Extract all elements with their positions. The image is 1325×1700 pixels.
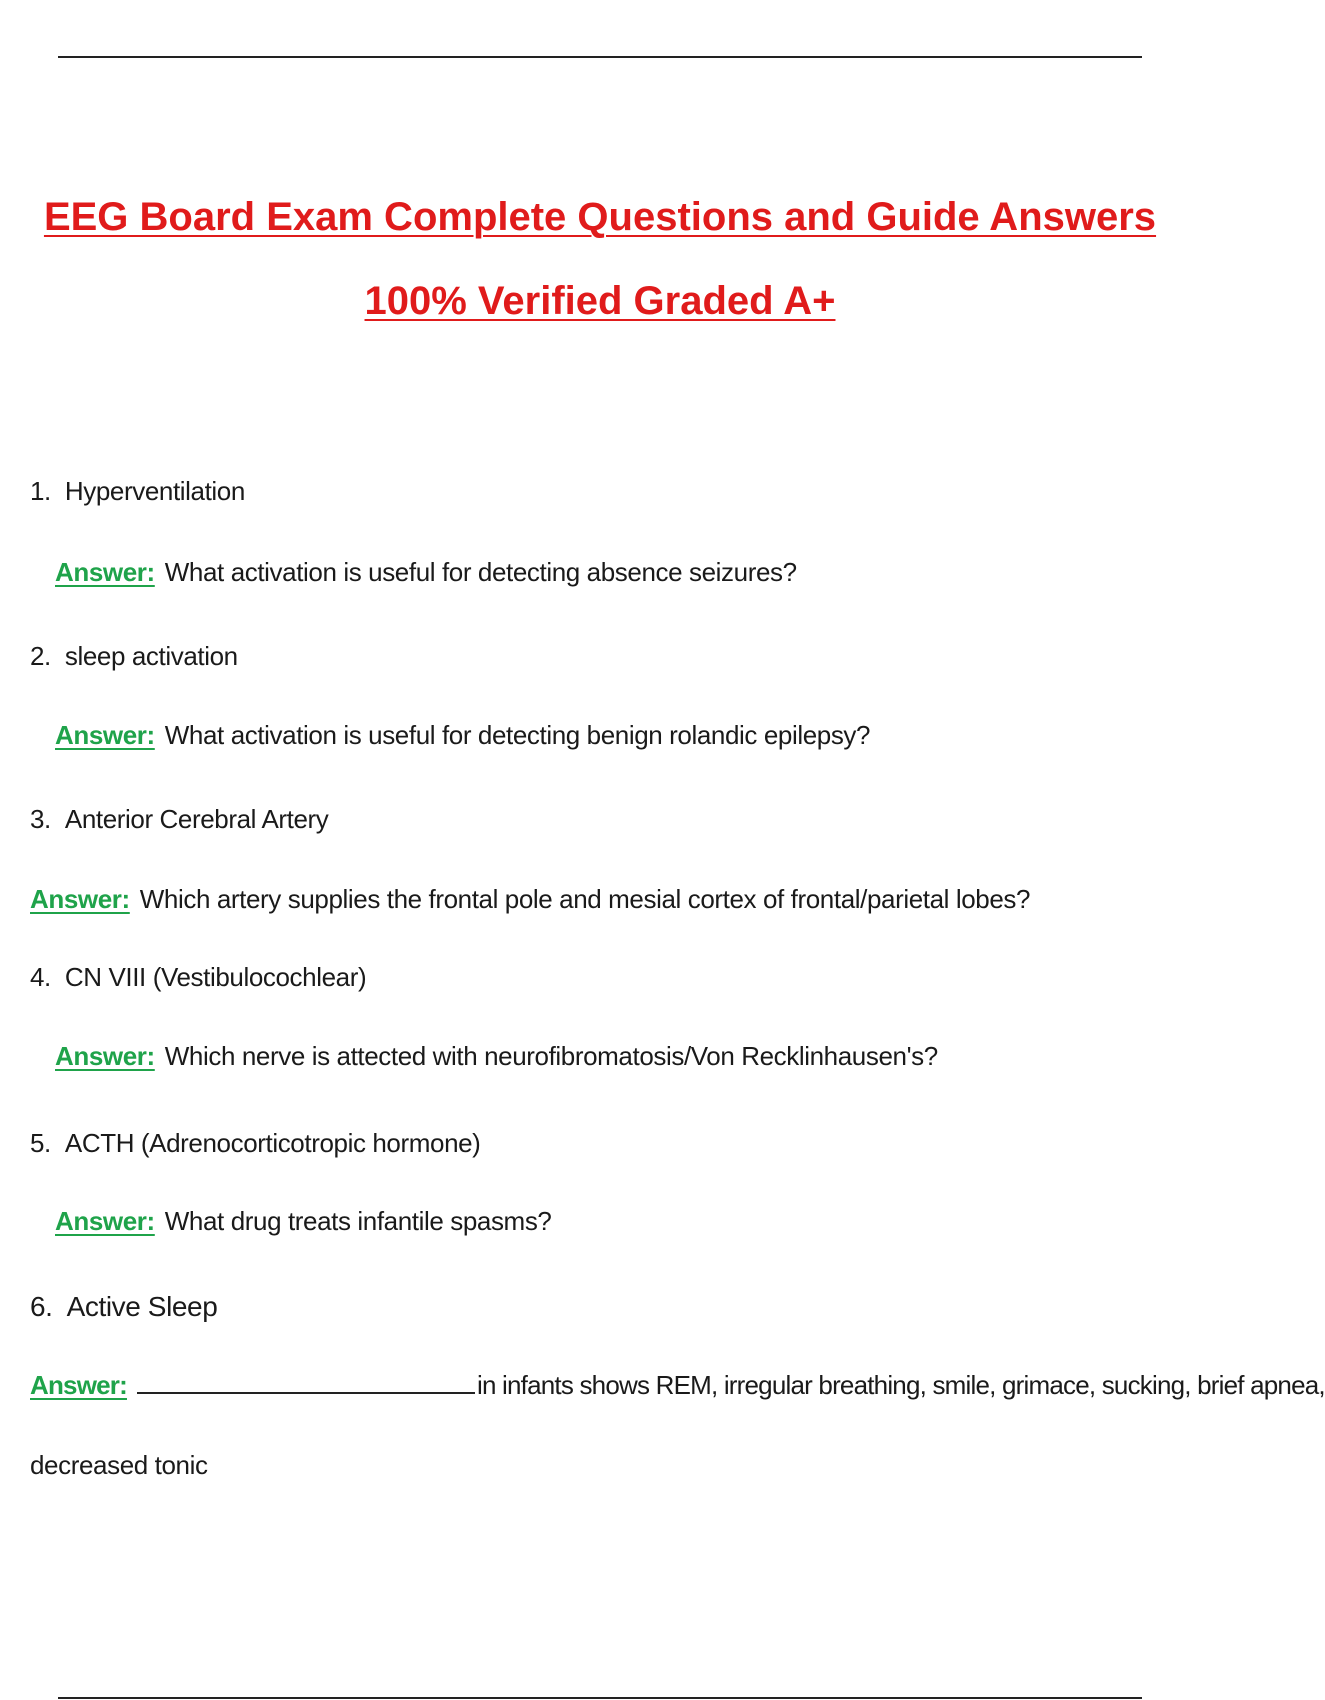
answer-text: What activation is useful for detecting absence seizures?	[164, 557, 797, 587]
fill-in-blank	[137, 1372, 475, 1394]
answer-1	[55, 559, 797, 585]
answer-label: Answer:	[55, 1041, 155, 1071]
question-1	[30, 478, 245, 504]
answer-label: Answer:	[55, 557, 155, 587]
question-number: 6.	[30, 1291, 53, 1322]
answer-text: in infants shows REM, irregular breathing, smile, grimace, sucking, brief apnea,	[476, 1370, 1325, 1400]
top-rule	[58, 56, 1142, 58]
answer-3	[30, 886, 1030, 912]
question-text: CN VIII (Vestibulocochlear)	[64, 962, 367, 992]
answer-5	[55, 1208, 551, 1234]
answer-text: Which nerve is attected with neurofibromatosis/Von Recklinhausen's?	[164, 1041, 938, 1071]
answer-text: What drug treats infantile spasms?	[164, 1206, 552, 1236]
answer-6	[30, 1372, 1325, 1398]
question-text: sleep activation	[64, 641, 238, 671]
question-2	[30, 643, 238, 669]
answer-text: What activation is useful for detecting benign rolandic epilepsy?	[164, 720, 871, 750]
title-line-1: EEG Board Exam Complete Questions and Guide Answers	[43, 195, 1157, 239]
question-4	[30, 964, 366, 990]
bottom-rule	[58, 1697, 1142, 1699]
answer-label: Answer:	[55, 720, 155, 750]
answer-label: Answer:	[30, 1370, 127, 1400]
answer-2	[55, 722, 870, 748]
question-number: 1.	[30, 476, 51, 506]
question-text: Active Sleep	[66, 1291, 218, 1322]
document-title	[0, 197, 1200, 237]
document-subtitle	[0, 281, 1200, 321]
question-number: 4.	[30, 962, 51, 992]
answer-continuation-text: decreased tonic	[30, 1450, 208, 1480]
question-number: 3.	[30, 804, 51, 834]
answer-4	[55, 1043, 938, 1069]
answer-label: Answer:	[55, 1206, 155, 1236]
question-number: 2.	[30, 641, 51, 671]
question-number: 5.	[30, 1128, 51, 1158]
question-6	[30, 1293, 217, 1321]
question-5	[30, 1130, 480, 1156]
question-text: ACTH (Adrenocorticotropic hormone)	[64, 1128, 481, 1158]
question-text: Anterior Cerebral Artery	[64, 804, 329, 834]
question-text: Hyperventilation	[64, 476, 245, 506]
question-3	[30, 806, 328, 832]
title-line-2: 100% Verified Graded A+	[364, 279, 836, 323]
answer-text: Which artery supplies the frontal pole and mesial cortex of frontal/parietal lobes?	[139, 884, 1031, 914]
answer-label: Answer:	[30, 884, 130, 914]
answer-6-continuation	[30, 1452, 208, 1478]
